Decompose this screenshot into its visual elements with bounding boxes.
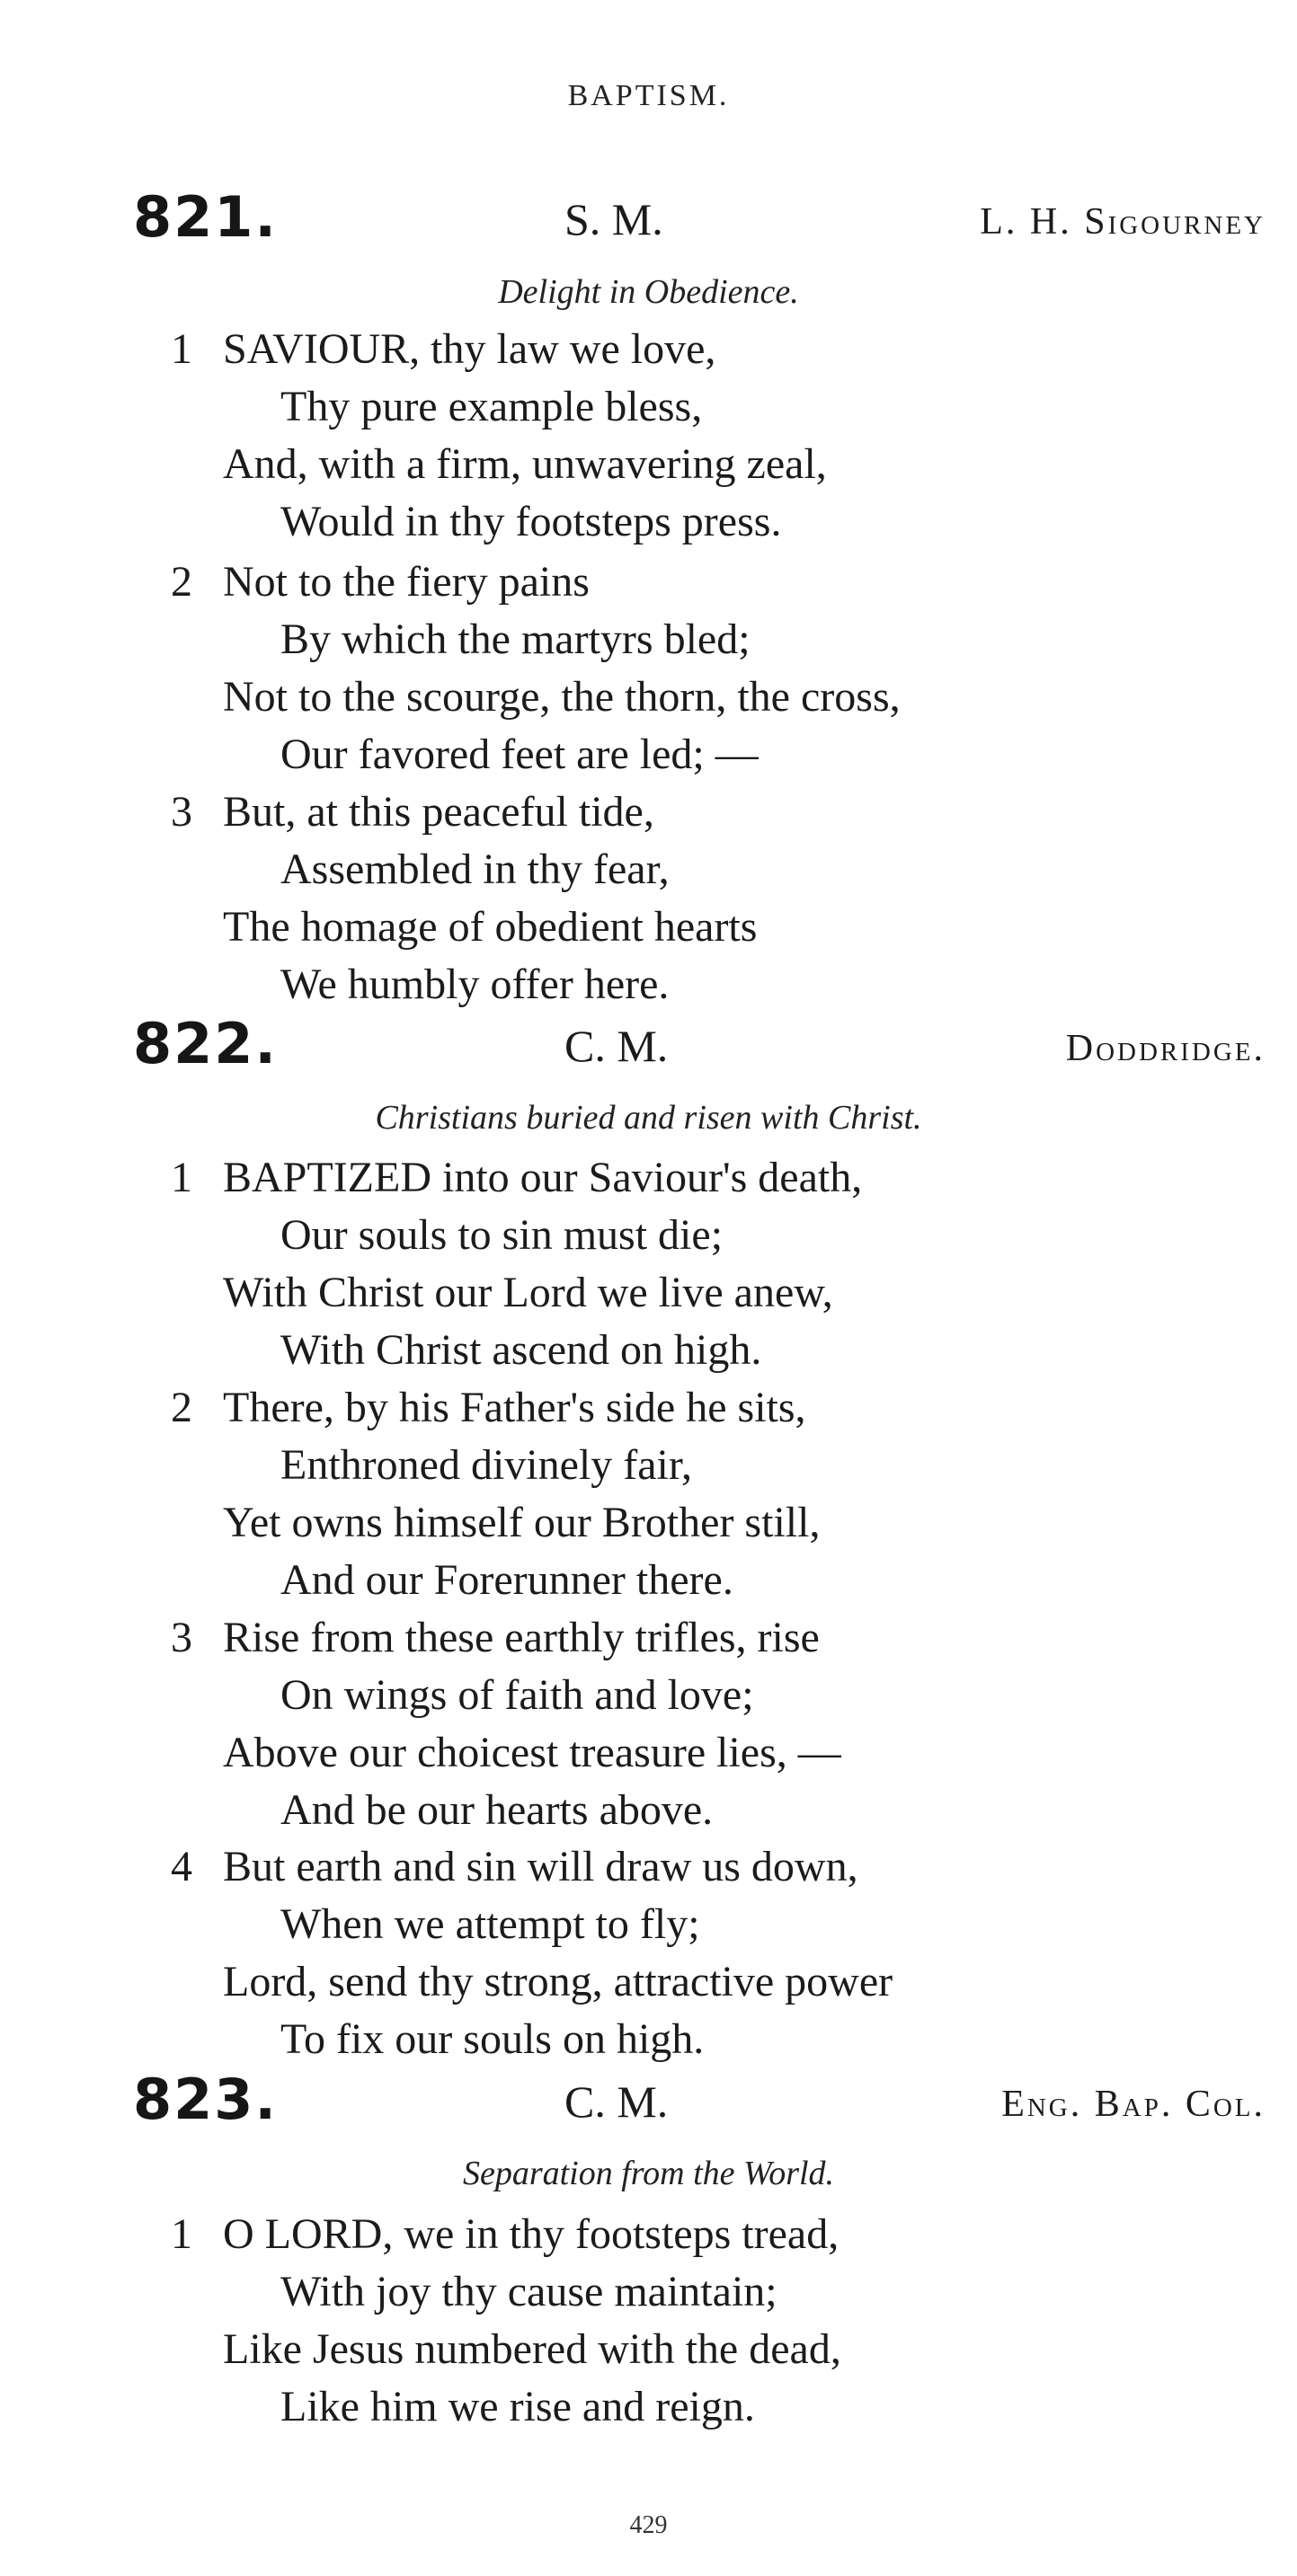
hymn-meter: C. M. bbox=[564, 2076, 669, 2127]
stanza-line: When we attempt to fly; bbox=[280, 1900, 700, 1948]
stanza bbox=[171, 1379, 1231, 1609]
stanza bbox=[171, 1609, 1231, 1839]
stanza-line: Our favored feet are led; — bbox=[280, 730, 759, 778]
stanza-line: 1 SAVIOUR, thy law we love, bbox=[171, 321, 1231, 378]
stanza-line: By which the martyrs bled; bbox=[280, 615, 751, 663]
stanza-line: 3 Rise from these earthly trifles, rise bbox=[171, 1609, 1231, 1667]
stanza-line: Above our choicest treasure lies, — bbox=[223, 1729, 841, 1776]
hymn-subtitle: Separation from the World. bbox=[462, 2155, 835, 2192]
running-head: BAPTISM. bbox=[567, 79, 730, 112]
stanza bbox=[171, 2206, 1231, 2436]
hymn-author: Doddridge. bbox=[1065, 1028, 1266, 1069]
hymn-header bbox=[133, 1011, 1266, 1083]
hymn-number: 823. bbox=[133, 2067, 278, 2132]
hymn-author: Eng. Bap. Col. bbox=[1001, 2084, 1266, 2125]
stanza-number: 4 bbox=[171, 1843, 192, 1890]
stanza-number: 3 bbox=[171, 788, 192, 836]
stanza-line: 4 But earth and sin will draw us down, bbox=[171, 1838, 1231, 1896]
stanza-line: Thy pure example bless, bbox=[280, 383, 703, 430]
stanza-number: 3 bbox=[171, 1614, 192, 1661]
stanza-number: 1 bbox=[171, 1154, 192, 1201]
stanza-line: Like him we rise and reign. bbox=[280, 2383, 755, 2430]
stanza-line: Not to the scourge, the thorn, the cross, bbox=[223, 673, 901, 721]
stanza-number: 1 bbox=[171, 2210, 192, 2258]
stanza-number: 1 bbox=[171, 325, 192, 373]
hymn-author: L. H. Sigourney bbox=[980, 201, 1266, 243]
stanza-line: Would in thy footsteps press. bbox=[280, 498, 782, 545]
stanza-line: And, with a firm, unwavering zeal, bbox=[223, 440, 827, 488]
stanza-line: 1 BAPTIZED into our Saviour's death, bbox=[171, 1149, 1231, 1207]
hymn-number: 821. bbox=[133, 184, 278, 250]
stanza-line: 1 O LORD, we in thy footsteps tread, bbox=[171, 2206, 1231, 2263]
hymn-header bbox=[133, 2067, 1266, 2138]
hymn-meter: C. M. bbox=[564, 1021, 669, 1071]
hymn-subtitle: Delight in Obedience. bbox=[498, 273, 799, 311]
stanza-line: Like Jesus numbered with the dead, bbox=[223, 2325, 841, 2373]
stanza-line: And our Forerunner there. bbox=[280, 1556, 733, 1604]
stanza-line: On wings of faith and love; bbox=[280, 1671, 754, 1719]
stanza-line: Yet owns himself our Brother still, bbox=[223, 1499, 821, 1546]
stanza-number: 2 bbox=[171, 1384, 192, 1431]
stanza-line: We humbly offer here. bbox=[280, 960, 670, 1008]
stanza-line: The homage of obedient hearts bbox=[223, 903, 758, 951]
stanza-number: 2 bbox=[171, 558, 192, 606]
hymn-subtitle: Christians buried and risen with Christ. bbox=[375, 1099, 922, 1137]
stanza bbox=[171, 321, 1231, 551]
stanza-line: 3 But, at this peaceful tide, bbox=[171, 783, 1231, 841]
stanza-line: Our souls to sin must die; bbox=[280, 1211, 724, 1259]
stanza-line: To fix our souls on high. bbox=[280, 2015, 705, 2063]
stanza-line: 2 There, by his Father's side he sits, bbox=[171, 1379, 1231, 1437]
hymn-number: 822. bbox=[133, 1011, 278, 1076]
stanza-line: Enthroned divinely fair, bbox=[280, 1441, 692, 1489]
stanza-line: 2 Not to the fiery pains bbox=[171, 553, 1231, 611]
stanza bbox=[171, 1149, 1231, 1379]
page-number: 429 bbox=[629, 2511, 668, 2539]
stanza-line: With Christ ascend on high. bbox=[280, 1326, 762, 1374]
stanza-line: And be our hearts above. bbox=[280, 1786, 714, 1834]
stanza bbox=[171, 1838, 1231, 2068]
stanza-line: Assembled in thy fear, bbox=[280, 845, 670, 893]
stanza bbox=[171, 553, 1231, 783]
stanza bbox=[171, 783, 1231, 1014]
stanza-line: With joy thy cause maintain; bbox=[280, 2268, 777, 2315]
stanza-line: Lord, send thy strong, attractive power bbox=[223, 1958, 893, 2005]
hymn-header bbox=[133, 184, 1266, 256]
stanza-line: With Christ our Lord we live anew, bbox=[223, 1269, 833, 1316]
hymn-meter: S. M. bbox=[564, 194, 663, 244]
